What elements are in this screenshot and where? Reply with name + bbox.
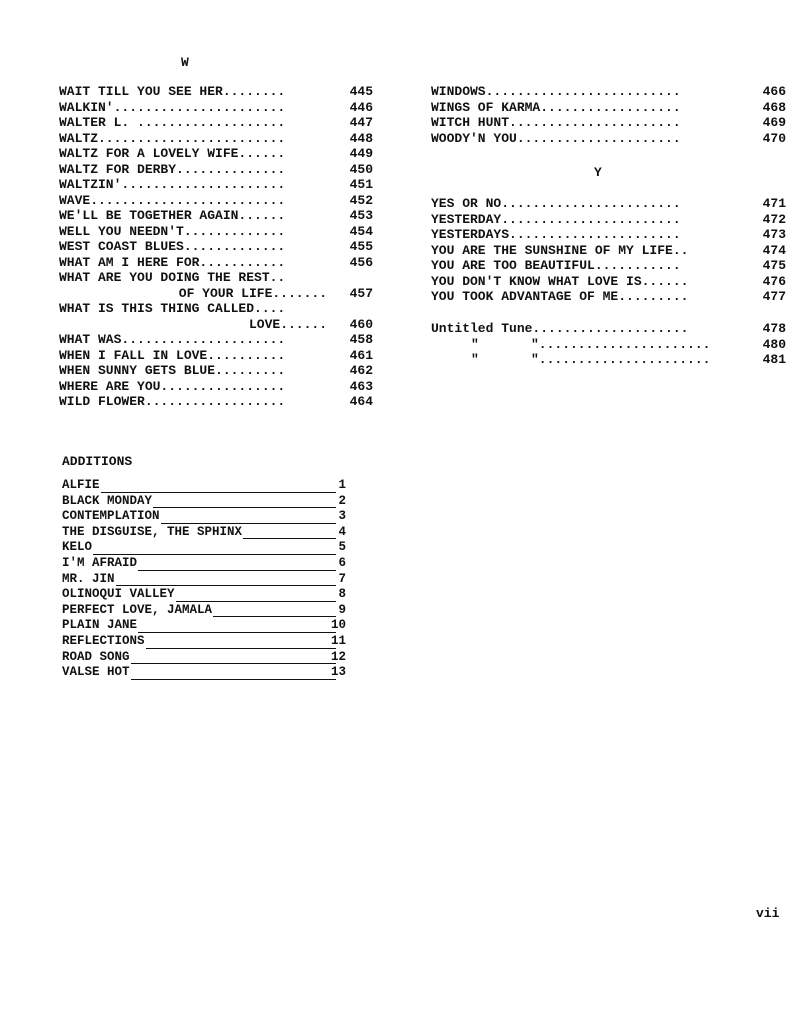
entry-title: WITCH HUNT...................... — [431, 115, 681, 130]
underline-rule — [62, 492, 336, 493]
index-entry — [431, 337, 786, 353]
section-letter-w: W — [181, 55, 189, 70]
entry-title: WHEN I FALL IN LOVE.......... — [59, 347, 286, 363]
addition-entry — [62, 494, 346, 510]
entry-title: OLINOQUI VALLEY — [62, 587, 175, 602]
index-entry — [431, 100, 786, 116]
index-entry — [59, 363, 373, 379]
addition-entry — [62, 525, 346, 541]
entry-page-number: 10 — [330, 618, 346, 633]
index-entry — [59, 332, 373, 348]
ditto-mark-leader: "...................... — [531, 336, 711, 352]
index-entry — [59, 208, 373, 224]
index-entry — [431, 212, 786, 228]
entry-title: WE'LL BE TOGETHER AGAIN...... — [59, 208, 286, 223]
entry-page-number: 448 — [349, 130, 373, 146]
entry-page-number: 454 — [349, 223, 373, 239]
index-entry — [59, 286, 373, 302]
addition-entry — [62, 587, 346, 603]
entry-page-number: 458 — [349, 332, 373, 347]
ditto-mark-leader: "...................... — [531, 352, 711, 367]
entry-title: YOU ARE TOO BEAUTIFUL........... — [431, 258, 681, 273]
entry-page-number: 461 — [349, 347, 373, 363]
entry-page-number: 445 — [349, 84, 373, 99]
index-entry — [59, 193, 373, 209]
entry-page-number: 473 — [762, 227, 786, 242]
entry-title: WALTER L. ................... — [59, 115, 286, 130]
entry-page-number: 453 — [349, 208, 373, 223]
entry-page-number: 452 — [349, 192, 373, 208]
index-entry — [431, 131, 786, 147]
entry-title: WHAT AM I HERE FOR........... — [59, 254, 286, 270]
entry-title: WAVE......................... — [59, 192, 286, 208]
index-entry — [59, 394, 373, 410]
entry-title: WELL YOU NEEDN'T............. — [59, 223, 286, 239]
addition-entry — [62, 478, 346, 494]
entry-title: WALTZIN'..................... — [59, 177, 286, 192]
entry-title: WOODY'N YOU..................... — [431, 130, 681, 146]
entry-title: WHERE ARE YOU................ — [59, 378, 286, 394]
entry-title: WALTZ FOR DERBY.............. — [59, 161, 286, 177]
index-entry — [59, 270, 373, 286]
entry-page-number: 3 — [338, 509, 346, 524]
entry-page-number: 4 — [338, 524, 346, 539]
entry-title: WHAT WAS..................... — [59, 332, 286, 347]
entry-title: WAIT TILL YOU SEE HER........ — [59, 84, 286, 99]
entry-title: WALKIN'...................... — [59, 99, 286, 115]
entry-page-number: 468 — [762, 99, 786, 115]
addition-entry — [62, 572, 346, 588]
entry-page-number: 481 — [762, 352, 786, 367]
additions-list — [62, 478, 346, 681]
entry-page-number: 464 — [349, 394, 373, 409]
entry-page-number: 476 — [762, 273, 786, 289]
entry-page-number: 2 — [338, 493, 346, 508]
index-entry — [59, 301, 373, 317]
y-entries — [431, 196, 786, 305]
index-entry — [431, 227, 786, 243]
entry-title: WHAT IS THIS THING CALLED.... — [59, 301, 286, 316]
index-entry — [59, 115, 373, 131]
entry-title: PERFECT LOVE, JAMALA — [62, 602, 213, 617]
index-entry — [59, 224, 373, 240]
index-entry — [431, 352, 786, 368]
ditto-mark: " — [471, 352, 479, 367]
entry-page-number: 7 — [338, 571, 346, 586]
page-number: vii — [756, 906, 780, 921]
addition-entry — [62, 618, 346, 634]
entry-page-number: 12 — [330, 649, 346, 664]
entry-page-number: 462 — [349, 363, 373, 378]
index-entry — [59, 84, 373, 100]
section-letter-y: Y — [594, 165, 602, 180]
entry-title: LOVE...... — [248, 316, 327, 332]
entry-title: Untitled Tune.................... — [431, 321, 689, 336]
entry-title: BLACK MONDAY — [62, 493, 153, 508]
entry-title: CONTEMPLATION — [62, 509, 160, 524]
entry-title: YOU DON'T KNOW WHAT LOVE IS...... — [431, 273, 689, 289]
untitled-entries — [431, 321, 786, 368]
entry-title: YOU TOOK ADVANTAGE OF ME......... — [431, 289, 689, 304]
entry-title: PLAIN JANE — [62, 618, 138, 633]
index-entry — [59, 177, 373, 193]
addition-entry — [62, 634, 346, 650]
index-entry — [431, 274, 786, 290]
entry-page-number: 472 — [762, 211, 786, 227]
additions-heading: ADDITIONS — [62, 454, 133, 469]
entry-page-number: 9 — [338, 602, 346, 617]
entry-page-number: 455 — [349, 239, 373, 254]
entry-page-number: 463 — [349, 378, 373, 394]
entry-page-number: 474 — [762, 242, 786, 258]
entry-title: MR. JIN — [62, 571, 115, 586]
index-entry — [431, 196, 786, 212]
index-entry — [431, 243, 786, 259]
entry-page-number: 13 — [330, 665, 346, 680]
entry-page-number: 469 — [762, 115, 786, 130]
entry-title: WALTZ........................ — [59, 130, 286, 146]
entry-page-number: 5 — [338, 540, 346, 555]
index-entry — [431, 115, 786, 131]
entry-page-number: 456 — [349, 254, 373, 270]
addition-entry — [62, 665, 346, 681]
entry-title: WEST COAST BLUES............. — [59, 239, 286, 254]
index-entry — [59, 317, 373, 333]
index-entry — [59, 146, 373, 162]
addition-entry — [62, 556, 346, 572]
entry-title: WILD FLOWER.................. — [59, 394, 286, 409]
ditto-mark: " — [471, 336, 479, 352]
w-entries-left — [59, 84, 373, 410]
entry-title: WHEN SUNNY GETS BLUE......... — [59, 363, 286, 378]
index-entry — [59, 100, 373, 116]
entry-title: YES OR NO....................... — [431, 196, 681, 211]
entry-title: REFLECTIONS — [62, 633, 145, 648]
index-entry — [59, 131, 373, 147]
entry-page-number: 475 — [762, 258, 786, 273]
entry-title: WALTZ FOR A LOVELY WIFE...... — [59, 146, 286, 161]
entry-title: VALSE HOT — [62, 665, 130, 680]
index-entry — [59, 348, 373, 364]
entry-page-number: 457 — [349, 285, 373, 301]
entry-title: OF YOUR LIFE....... — [178, 285, 327, 301]
entry-page-number: 471 — [762, 196, 786, 211]
index-entry — [59, 255, 373, 271]
index-entry — [431, 321, 786, 337]
entry-page-number: 11 — [330, 633, 346, 648]
entry-page-number: 447 — [349, 115, 373, 130]
entry-page-number: 451 — [349, 177, 373, 192]
entry-title: I'M AFRAID — [62, 555, 138, 570]
entry-page-number: 6 — [338, 555, 346, 570]
entry-title: YESTERDAYS...................... — [431, 227, 681, 242]
entry-title: KELO — [62, 540, 93, 555]
entry-page-number: 450 — [349, 161, 373, 177]
entry-page-number: 1 — [338, 478, 346, 492]
entry-page-number: 478 — [762, 321, 786, 336]
entry-page-number: 470 — [762, 130, 786, 146]
addition-entry — [62, 509, 346, 525]
entry-page-number: 446 — [349, 99, 373, 115]
entry-title: WHAT ARE YOU DOING THE REST.. — [59, 270, 286, 285]
entry-page-number: 466 — [762, 84, 786, 99]
entry-title: WINDOWS......................... — [431, 84, 681, 99]
entry-title: WINGS OF KARMA.................. — [431, 99, 681, 115]
underline-rule — [62, 554, 336, 555]
index-entry — [59, 239, 373, 255]
entry-title: THE DISGUISE, THE SPHINX — [62, 524, 243, 539]
index-entry — [431, 84, 786, 100]
entry-page-number: 449 — [349, 146, 373, 161]
index-entry — [59, 379, 373, 395]
index-entry — [431, 258, 786, 274]
index-entry — [431, 289, 786, 305]
addition-entry — [62, 540, 346, 556]
entry-title: ROAD SONG — [62, 649, 130, 664]
addition-entry — [62, 650, 346, 666]
entry-page-number: 460 — [349, 316, 373, 332]
entry-title: YOU ARE THE SUNSHINE OF MY LIFE.. — [431, 242, 689, 258]
entry-page-number: 8 — [338, 587, 346, 602]
entry-title: YESTERDAY....................... — [431, 211, 681, 227]
entry-title: ALFIE — [62, 478, 100, 492]
addition-entry — [62, 603, 346, 619]
entry-page-number: 480 — [762, 336, 786, 352]
entry-page-number: 477 — [762, 289, 786, 304]
index-entry — [59, 162, 373, 178]
w-entries-right — [431, 84, 786, 146]
